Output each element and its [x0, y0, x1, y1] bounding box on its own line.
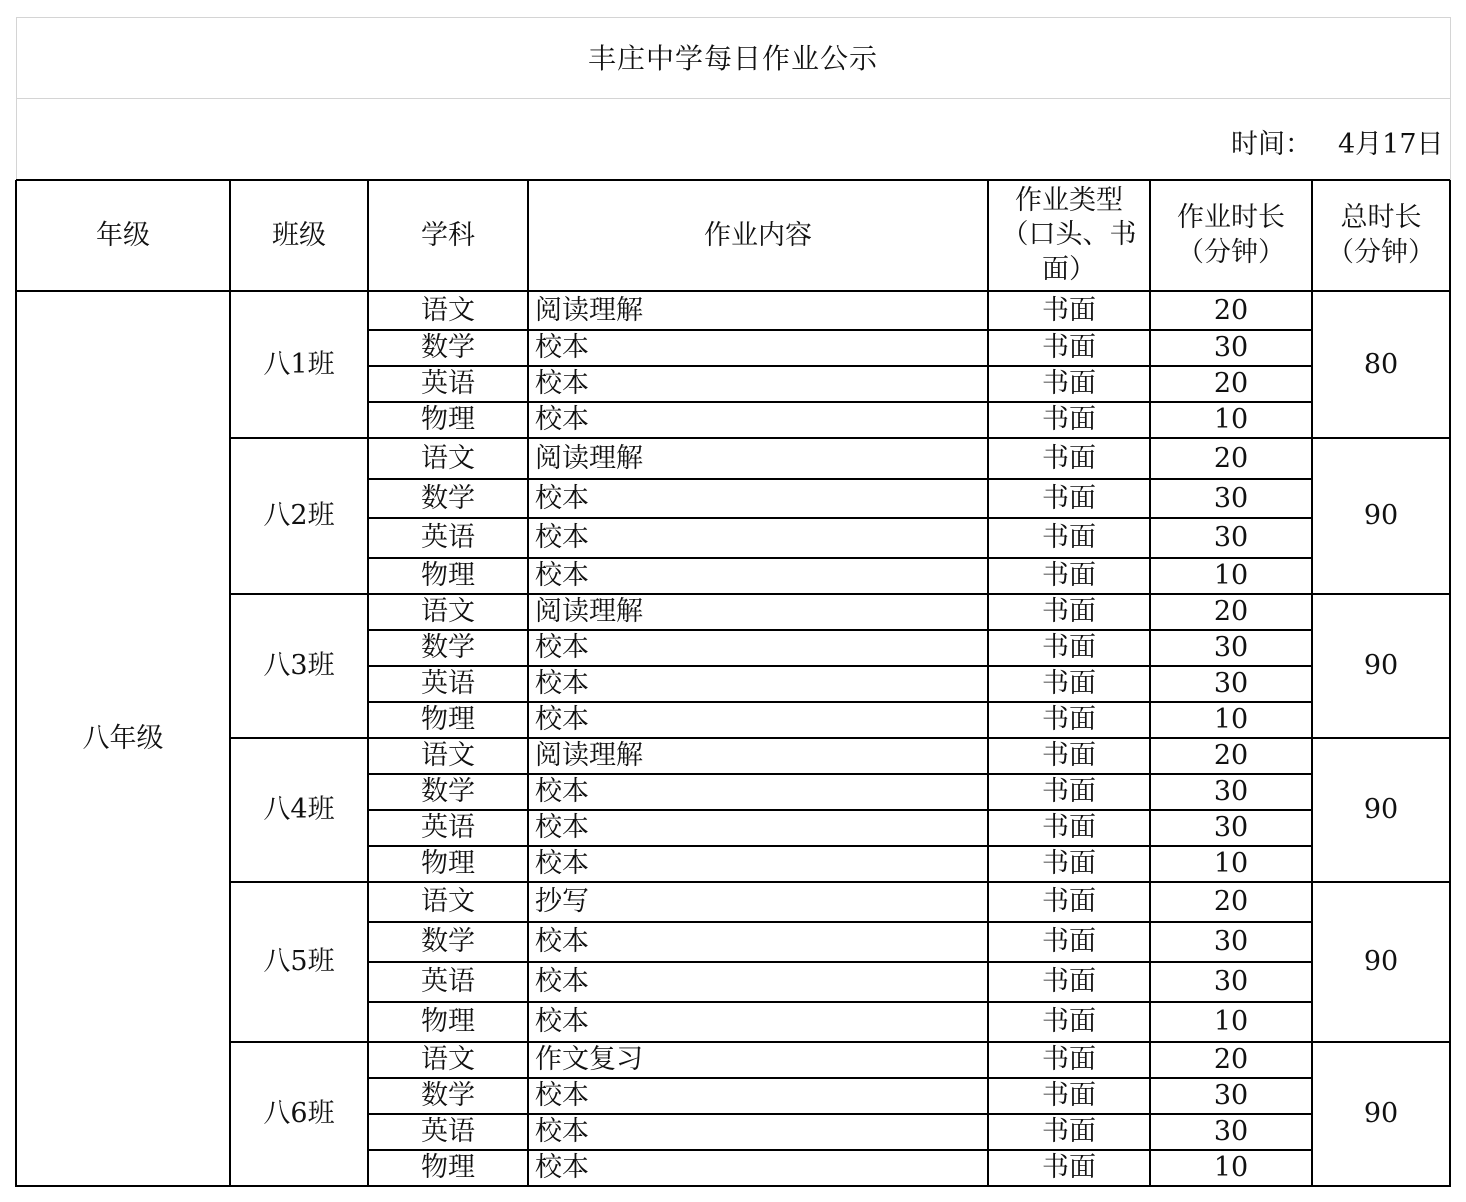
type-cell: 书面	[1042, 368, 1096, 400]
type-cell: 书面	[1042, 848, 1096, 880]
grid-line	[1149, 180, 1151, 1187]
content-cell: 阅读理解	[535, 294, 643, 326]
grid-line	[229, 180, 231, 1187]
type-cell: 书面	[1042, 704, 1096, 736]
class-name-cell: 八3班	[263, 650, 335, 682]
grid-line	[368, 478, 1312, 480]
class-total-cell: 90	[1363, 500, 1399, 532]
grid-line	[15, 180, 17, 1187]
grid-line	[527, 180, 529, 1187]
content-cell: 阅读理解	[535, 740, 643, 772]
content-cell: 校本	[535, 522, 589, 554]
content-cell: 校本	[535, 632, 589, 664]
duration-cell: 20	[1213, 442, 1249, 474]
content-cell: 校本	[535, 926, 589, 958]
duration-cell: 10	[1213, 560, 1249, 592]
date-row	[1231, 122, 1444, 161]
grid-line	[368, 557, 1312, 559]
subject-cell: 语文	[421, 740, 475, 772]
grid-line	[368, 701, 1312, 703]
duration-cell: 20	[1213, 596, 1249, 628]
type-cell: 书面	[1042, 442, 1096, 474]
subject-cell: 英语	[421, 522, 475, 554]
duration-cell: 30	[1213, 966, 1249, 998]
grid-line	[368, 773, 1312, 775]
duration-cell: 20	[1213, 886, 1249, 918]
grid-line	[368, 365, 1312, 367]
header-subject: 学科	[421, 219, 475, 251]
subject-cell: 数学	[421, 632, 475, 664]
content-cell: 校本	[535, 332, 589, 364]
content-cell: 校本	[535, 776, 589, 808]
subject-cell: 英语	[421, 1116, 475, 1148]
duration-cell: 10	[1213, 404, 1249, 436]
header-content: 作业内容	[704, 219, 812, 251]
type-cell: 书面	[1042, 332, 1096, 364]
subject-cell: 物理	[421, 560, 475, 592]
content-cell: 校本	[535, 1080, 589, 1112]
content-cell: 校本	[535, 560, 589, 592]
class-name-cell: 八5班	[263, 946, 335, 978]
content-cell: 作文复习	[535, 1044, 643, 1076]
class-name-cell: 八6班	[263, 1098, 335, 1130]
grid-line	[16, 290, 1450, 292]
grid-line	[368, 1149, 1312, 1151]
type-cell: 书面	[1042, 632, 1096, 664]
content-cell: 阅读理解	[535, 596, 643, 628]
class-name-cell: 八1班	[263, 348, 335, 380]
header-grade: 年级	[96, 219, 150, 251]
grid-line	[16, 179, 1450, 181]
grade-cell: 八年级	[82, 722, 164, 754]
grid-line	[368, 1001, 1312, 1003]
content-cell: 阅读理解	[535, 442, 643, 474]
subject-cell: 数学	[421, 332, 475, 364]
subject-cell: 语文	[421, 886, 475, 918]
type-cell: 书面	[1042, 926, 1096, 958]
type-cell: 书面	[1042, 404, 1096, 436]
content-cell: 校本	[535, 848, 589, 880]
grid-line	[368, 517, 1312, 519]
type-cell: 书面	[1042, 1116, 1096, 1148]
type-cell: 书面	[1042, 776, 1096, 808]
class-name-cell: 八4班	[263, 794, 335, 826]
duration-cell: 30	[1213, 668, 1249, 700]
duration-cell: 10	[1213, 848, 1249, 880]
grid-line	[1450, 17, 1451, 180]
sheet-title: 丰庄中学每日作业公示	[587, 41, 878, 75]
duration-cell: 20	[1213, 1044, 1249, 1076]
grid-line	[368, 401, 1312, 403]
type-cell: 书面	[1042, 966, 1096, 998]
subject-cell: 语文	[421, 294, 475, 326]
grid-line	[16, 17, 17, 180]
subject-cell: 物理	[421, 704, 475, 736]
subject-cell: 数学	[421, 482, 475, 514]
duration-cell: 10	[1213, 1006, 1249, 1038]
content-cell: 校本	[535, 368, 589, 400]
content-cell: 校本	[535, 704, 589, 736]
duration-cell: 30	[1213, 926, 1249, 958]
grid-line	[368, 809, 1312, 811]
content-cell: 校本	[535, 1152, 589, 1184]
duration-cell: 20	[1213, 294, 1249, 326]
grid-line	[987, 180, 989, 1187]
type-cell: 书面	[1042, 1044, 1096, 1076]
type-cell: 书面	[1042, 560, 1096, 592]
subject-cell: 物理	[421, 1006, 475, 1038]
header-class: 班级	[272, 219, 326, 251]
content-cell: 校本	[535, 966, 589, 998]
class-total-cell: 90	[1363, 1098, 1399, 1130]
type-cell: 书面	[1042, 668, 1096, 700]
duration-cell: 30	[1213, 1116, 1249, 1148]
subject-cell: 语文	[421, 596, 475, 628]
content-cell: 抄写	[535, 886, 589, 918]
duration-cell: 30	[1213, 632, 1249, 664]
header-type: 作业类型（口头、书面）	[1001, 184, 1137, 285]
subject-cell: 物理	[421, 404, 475, 436]
subject-cell: 语文	[421, 442, 475, 474]
subject-cell: 语文	[421, 1044, 475, 1076]
grid-line	[368, 1077, 1312, 1079]
duration-cell: 20	[1213, 368, 1249, 400]
type-cell: 书面	[1042, 1006, 1096, 1038]
grid-line	[16, 98, 1450, 99]
class-total-cell: 90	[1363, 650, 1399, 682]
grid-line	[368, 329, 1312, 331]
duration-cell: 30	[1213, 812, 1249, 844]
class-name-cell: 八2班	[263, 500, 335, 532]
subject-cell: 英语	[421, 368, 475, 400]
duration-cell: 30	[1213, 482, 1249, 514]
grid-line	[368, 921, 1312, 923]
class-total-cell: 80	[1363, 348, 1399, 380]
subject-cell: 数学	[421, 926, 475, 958]
type-cell: 书面	[1042, 1152, 1096, 1184]
type-cell: 书面	[1042, 812, 1096, 844]
duration-cell: 10	[1213, 704, 1249, 736]
grid-line	[16, 1185, 1450, 1187]
subject-cell: 物理	[421, 848, 475, 880]
type-cell: 书面	[1042, 596, 1096, 628]
grid-line	[1311, 180, 1313, 1187]
type-cell: 书面	[1042, 1080, 1096, 1112]
header-total: 总时长（分钟）	[1327, 201, 1435, 268]
content-cell: 校本	[535, 482, 589, 514]
grid-line	[368, 1113, 1312, 1115]
duration-cell: 30	[1213, 776, 1249, 808]
type-cell: 书面	[1042, 522, 1096, 554]
content-cell: 校本	[535, 1116, 589, 1148]
grid-line	[1449, 180, 1451, 1187]
date-label: 时间：	[1231, 129, 1312, 160]
grid-line	[368, 665, 1312, 667]
grid-line	[368, 961, 1312, 963]
date-value: 4月17日	[1338, 129, 1444, 160]
grid-line	[367, 180, 369, 1187]
content-cell: 校本	[535, 404, 589, 436]
subject-cell: 英语	[421, 812, 475, 844]
subject-cell: 英语	[421, 668, 475, 700]
type-cell: 书面	[1042, 886, 1096, 918]
grid-line	[16, 17, 1450, 18]
grid-line	[368, 629, 1312, 631]
type-cell: 书面	[1042, 482, 1096, 514]
subject-cell: 数学	[421, 776, 475, 808]
type-cell: 书面	[1042, 294, 1096, 326]
duration-cell: 30	[1213, 522, 1249, 554]
class-total-cell: 90	[1363, 946, 1399, 978]
class-total-cell: 90	[1363, 794, 1399, 826]
duration-cell: 30	[1213, 332, 1249, 364]
duration-cell: 20	[1213, 740, 1249, 772]
duration-cell: 30	[1213, 1080, 1249, 1112]
type-cell: 书面	[1042, 740, 1096, 772]
content-cell: 校本	[535, 668, 589, 700]
content-cell: 校本	[535, 1006, 589, 1038]
header-duration: 作业时长（分钟）	[1177, 201, 1285, 268]
subject-cell: 数学	[421, 1080, 475, 1112]
subject-cell: 物理	[421, 1152, 475, 1184]
duration-cell: 10	[1213, 1152, 1249, 1184]
grid-line	[368, 845, 1312, 847]
content-cell: 校本	[535, 812, 589, 844]
subject-cell: 英语	[421, 966, 475, 998]
